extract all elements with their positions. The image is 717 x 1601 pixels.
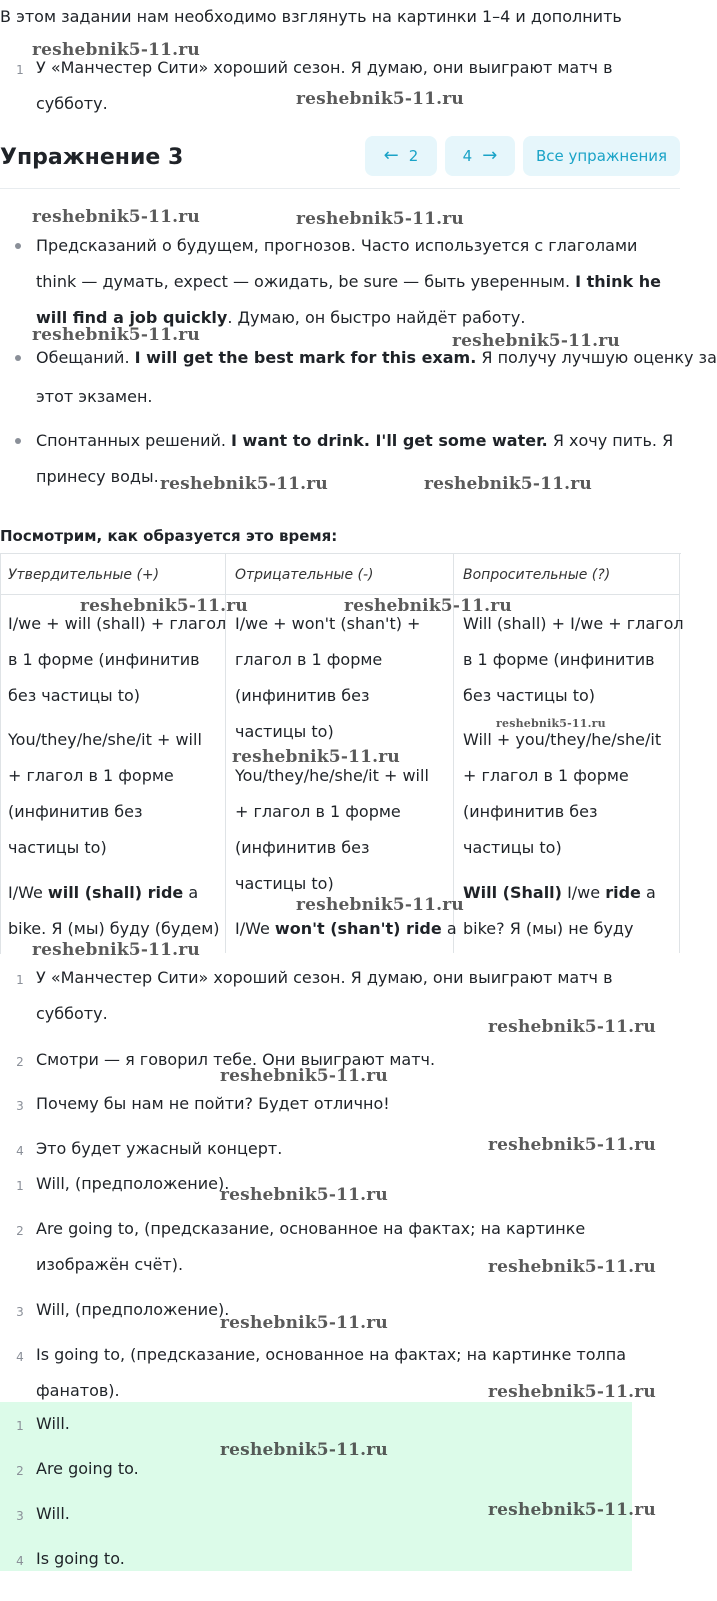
table-cell-line: (инфинитив без [8, 802, 143, 821]
usage-line: принесу воды. [36, 467, 159, 486]
table-cell-line: Will (Shall) I/we ride a [463, 883, 656, 902]
answer-number: 4 [16, 1554, 24, 1568]
usage-line: Предсказаний о будущем, прогнозов. Часто используется с глаголами [36, 236, 638, 255]
table-cell-line: You/they/he/she/it + will [235, 766, 429, 785]
table-cell-line: I/We won't (shan't) ride a [235, 919, 457, 938]
table-cell-line: I/we + will (shall) + глагол [8, 614, 227, 633]
list-number: 4 [16, 1144, 24, 1158]
table-divider [679, 553, 680, 953]
explanation-text: фанатов). [36, 1381, 120, 1400]
watermark-text: reshebnik5-11.ru [220, 1185, 388, 1205]
table-cell-line: I/We will (shall) ride a [8, 883, 199, 902]
list-number: 3 [16, 1305, 24, 1319]
watermark-text: reshebnik5-11.ru [296, 895, 464, 915]
prev-exercise-label: 2 [408, 147, 419, 165]
table-cell-line: + глагол в 1 форме [8, 766, 174, 785]
next-exercise-label: 4 [462, 147, 473, 165]
table-cell-line: + глагол в 1 форме [235, 802, 401, 821]
usage-line: Обещаний. I will get the best mark for this exam. Я получу лучшую оценку за [36, 348, 717, 367]
table-cell-line: bike. Я (мы) буду (будем) [8, 919, 220, 938]
table-header-question: Вопросительные (?) [463, 567, 611, 583]
watermark-text: reshebnik5-11.ru [220, 1066, 388, 1086]
watermark-text: reshebnik5-11.ru [32, 940, 200, 960]
table-cell-line: частицы to) [8, 838, 107, 857]
table-cell-line: глагол в 1 форме [235, 650, 383, 669]
list-number: 2 [16, 1055, 24, 1069]
all-exercises-label: Все упражнения [535, 147, 668, 165]
watermark-text: reshebnik5-11.ru [32, 207, 200, 227]
sentence-text: Это будет ужасный концерт. [36, 1139, 283, 1158]
exercise-title: Упражнение 3 [0, 145, 184, 170]
table-cell-line: Will + you/they/he/she/it [463, 730, 662, 749]
explanation-text: Will, (предположение). [36, 1174, 230, 1193]
table-cell-line: I/we + won't (shan't) + [235, 614, 421, 633]
list-number: 1 [16, 1179, 24, 1193]
next-exercise-button[interactable] [445, 136, 515, 176]
watermark-text: reshebnik5-11.ru [344, 596, 512, 616]
sentence-text: субботу. [36, 1004, 108, 1023]
explanation-text: Are going to, (предсказание, основанное на фактах; на картинке [36, 1219, 586, 1238]
watermark-text: reshebnik5-11.ru [220, 1313, 388, 1333]
intro-text: В этом задании нам необходимо взглянуть на картинки 1–4 и дополнить [0, 7, 622, 26]
sentence-text: У «Манчестер Сити» хороший сезон. Я думаю, они выиграют матч в [36, 968, 613, 987]
bullet-icon [15, 438, 21, 444]
list-number: 3 [16, 1099, 24, 1113]
watermark-text: reshebnik5-11.ru [424, 474, 592, 494]
answer-text: Will. [36, 1504, 70, 1523]
watermark-text: reshebnik5-11.ru [488, 1500, 656, 1520]
table-cell-line: Will (shall) + I/we + глагол [463, 614, 684, 633]
sentence-text: Почему бы нам не пойти? Будет отлично! [36, 1094, 390, 1113]
all-exercises-button[interactable] [523, 136, 680, 176]
watermark-text: reshebnik5-11.ru [296, 89, 464, 109]
table-cell-line: (инфинитив без [235, 838, 370, 857]
arrow-right-icon: → [482, 145, 498, 166]
answer-text: Are going to. [36, 1459, 139, 1478]
table-header-negative: Отрицательные (-) [235, 567, 374, 583]
arrow-left-icon: ← [383, 145, 399, 166]
usage-line: этот экзамен. [36, 387, 153, 406]
watermark-text: reshebnik5-11.ru [488, 1017, 656, 1037]
table-cell-line: в 1 форме (инфинитив [8, 650, 200, 669]
usage-line: will find a job quickly. Думаю, он быстро найдёт работу. [36, 308, 526, 327]
answer-number: 2 [16, 1464, 24, 1478]
watermark-text: reshebnik5-11.ru [488, 1257, 656, 1277]
usage-line: think — думать, expect — ожидать, be sure — быть уверенным. I think he [36, 272, 661, 291]
list-number: 4 [16, 1350, 24, 1364]
prev-exercise-button[interactable] [365, 136, 437, 176]
formation-heading: Посмотрим, как образуется это время: [0, 527, 338, 545]
watermark-text: reshebnik5-11.ru [488, 1382, 656, 1402]
watermark-text: reshebnik5-11.ru [220, 1440, 388, 1460]
list-number: 2 [16, 1224, 24, 1238]
table-cell-line: (инфинитив без [235, 686, 370, 705]
watermark-text: reshebnik5-11.ru [452, 331, 620, 351]
table-cell-line: + глагол в 1 форме [463, 766, 629, 785]
table-cell-line: в 1 форме (инфинитив [463, 650, 655, 669]
watermark-text: reshebnik5-11.ru [488, 1135, 656, 1155]
sentence-text: Смотри — я говорил тебе. Они выиграют матч. [36, 1050, 436, 1069]
table-cell-line: You/they/he/she/it + will [8, 730, 202, 749]
explanation-text: Will, (предположение). [36, 1300, 230, 1319]
list-number: 1 [16, 973, 24, 987]
list-item-text: У «Манчестер Сити» хороший сезон. Я думаю, они выиграют матч в [36, 58, 613, 77]
table-cell-line: без частицы to) [8, 686, 140, 705]
explanation-text: изображён счёт). [36, 1255, 184, 1274]
watermark-text: reshebnik5-11.ru [232, 747, 400, 767]
usage-line: Спонтанных решений. I want to drink. I'll get some water. Я хочу пить. Я [36, 431, 674, 450]
watermark-text: reshebnik5-11.ru [296, 209, 464, 229]
answer-text: Is going to. [36, 1549, 125, 1568]
explanation-text: Is going to, (предсказание, основанное на фактах; на картинке толпа [36, 1345, 626, 1364]
table-cell-line: (инфинитив без [463, 802, 598, 821]
table-header-affirmative: Утвердительные (+) [8, 567, 160, 583]
list-number: 1 [16, 63, 24, 77]
table-cell-line: частицы to) [235, 722, 334, 741]
table-header-divider [0, 594, 680, 595]
watermark-text: reshebnik5-11.ru [160, 474, 328, 494]
answer-text: Will. [36, 1414, 70, 1433]
watermark-text: reshebnik5-11.ru [32, 40, 200, 60]
watermark-text: reshebnik5-11.ru [496, 717, 606, 730]
table-cell-line: без частицы to) [463, 686, 595, 705]
answer-number: 1 [16, 1419, 24, 1433]
watermark-text: reshebnik5-11.ru [32, 325, 200, 345]
bullet-icon [15, 355, 21, 361]
watermark-text: reshebnik5-11.ru [80, 596, 248, 616]
list-item-text: субботу. [36, 94, 108, 113]
bullet-icon [15, 243, 21, 249]
table-cell-line: частицы to) [463, 838, 562, 857]
answer-number: 3 [16, 1509, 24, 1523]
table-cell-line: bike? Я (мы) не буду [463, 919, 634, 938]
table-cell-line: частицы to) [235, 874, 334, 893]
